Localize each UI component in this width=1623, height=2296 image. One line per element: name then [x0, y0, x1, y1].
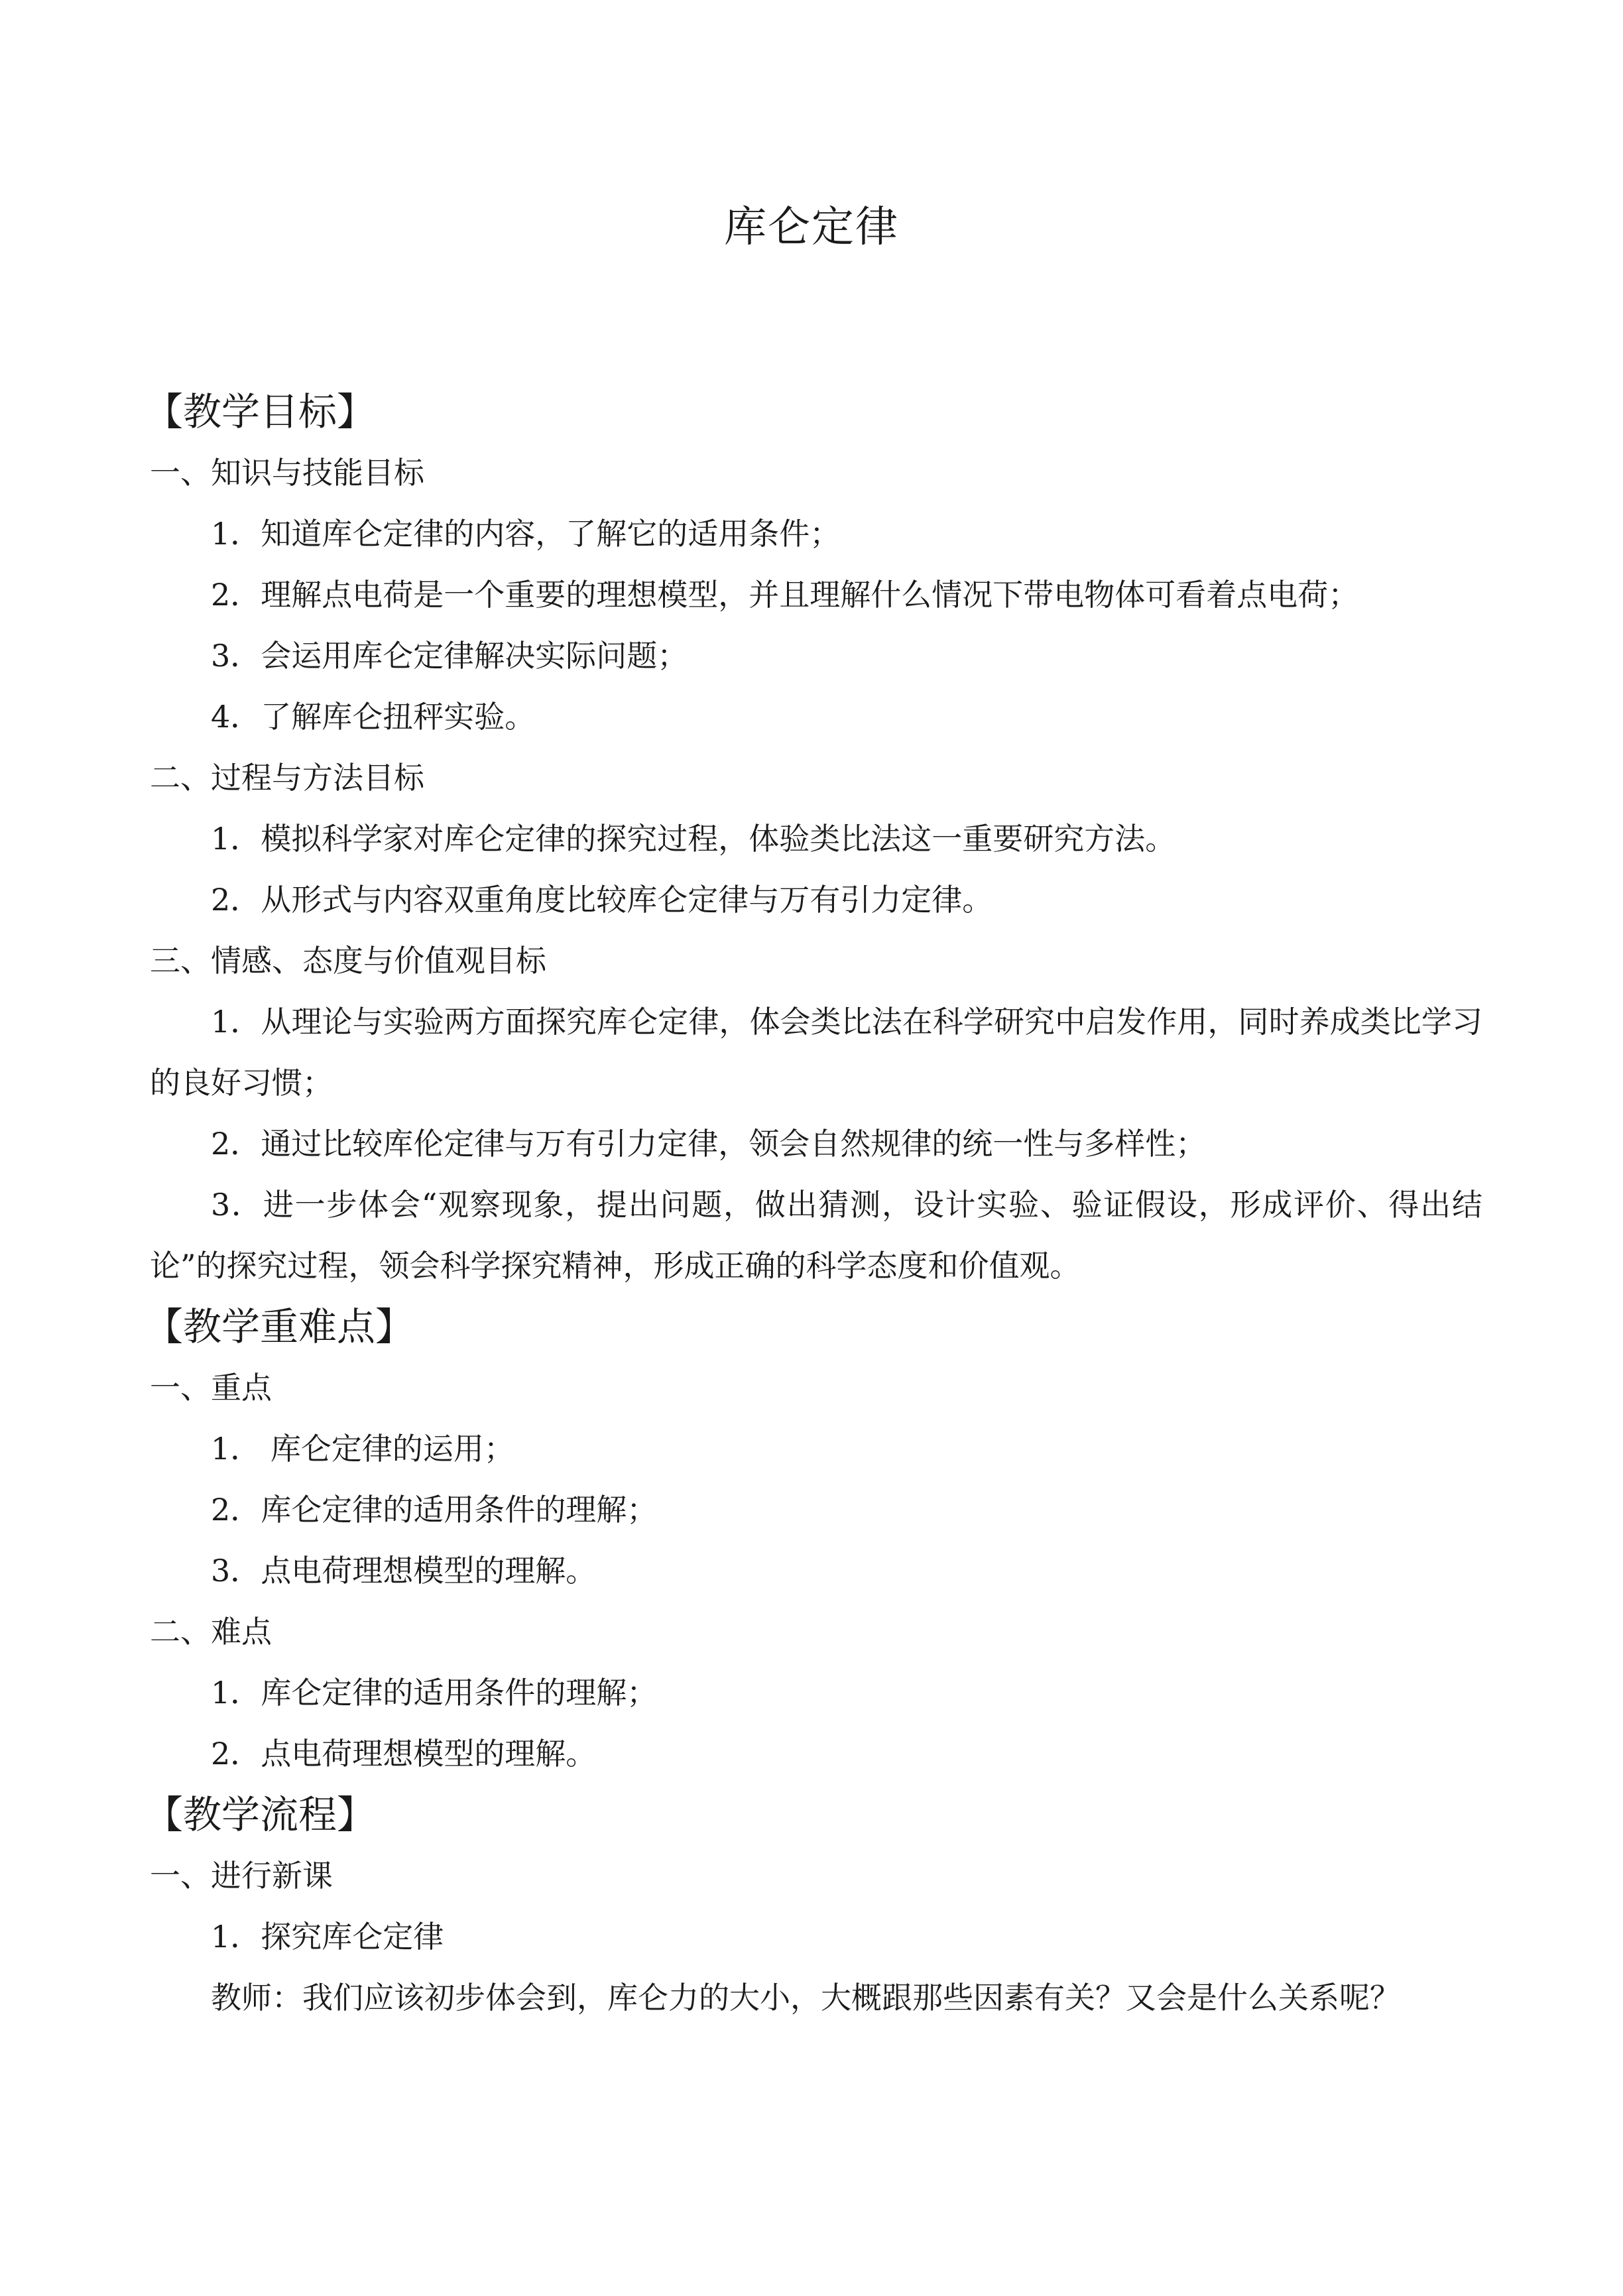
list-item: 1．知道库仑定律的内容，了解它的适用条件； — [211, 516, 841, 552]
document-body — [145, 381, 1482, 2028]
paragraph-item: 3．进一步体会“观察现象，提出问题，做出猜测，设计实验、验证假设，形成评价、得出结论”的探究过程，领会科学探究精神，形成正确的科学态度和价值观。 — [150, 1187, 1482, 1284]
list-item: 2．点电荷理想模型的理解。 — [211, 1736, 597, 1772]
list-item: 1． 库仑定律的运用； — [211, 1431, 514, 1467]
subheading-process: 二、过程与方法目标 — [150, 760, 424, 796]
page-title: 库仑定律 — [724, 203, 899, 252]
list-item: 1．模拟科学家对库仑定律的探究过程，体验类比法这一重要研究方法。 — [211, 821, 1176, 857]
list-item: 4．了解库仑扭秤实验。 — [211, 699, 536, 735]
teacher-paragraph: 教师：我们应该初步体会到，库仑力的大小，大概跟那些因素有关？又会是什么关系呢？ — [211, 1980, 1400, 2016]
list-item: 2．通过比较库伦定律与万有引力定律，领会自然规律的统一性与多样性； — [211, 1126, 1207, 1162]
list-item: 2．从形式与内容双重角度比较库仑定律与万有引力定律。 — [211, 882, 993, 918]
subheading-new-lesson: 一、进行新课 — [150, 1858, 333, 1894]
subheading-focus: 一、重点 — [150, 1370, 272, 1406]
list-item: 1．探究库仑定律 — [211, 1919, 444, 1955]
subheading-emotion: 三、情感、态度与价值观目标 — [150, 943, 546, 979]
section-heading-key-points: 【教学重难点】 — [145, 1304, 414, 1349]
section-heading-process-flow: 【教学流程】 — [145, 1792, 376, 1837]
section-heading-objectives: 【教学目标】 — [145, 389, 376, 434]
list-item: 3．点电荷理想模型的理解。 — [211, 1553, 597, 1589]
subheading-difficulty: 二、难点 — [150, 1614, 272, 1650]
list-item: 2．理解点电荷是一个重要的理想模型，并且理解什么情况下带电物体可看着点电荷； — [211, 577, 1359, 613]
paragraph-item: 1．从理论与实验两方面探究库仑定律，体会类比法在科学研究中启发作用，同时养成类比学习的良好习惯； — [150, 1004, 1482, 1101]
list-item: 2．库仑定律的适用条件的理解； — [211, 1492, 658, 1528]
subheading-knowledge: 一、知识与技能目标 — [150, 455, 424, 491]
list-item: 3．会运用库仑定律解决实际问题； — [211, 638, 688, 674]
list-item: 1．库仑定律的适用条件的理解； — [211, 1675, 658, 1711]
